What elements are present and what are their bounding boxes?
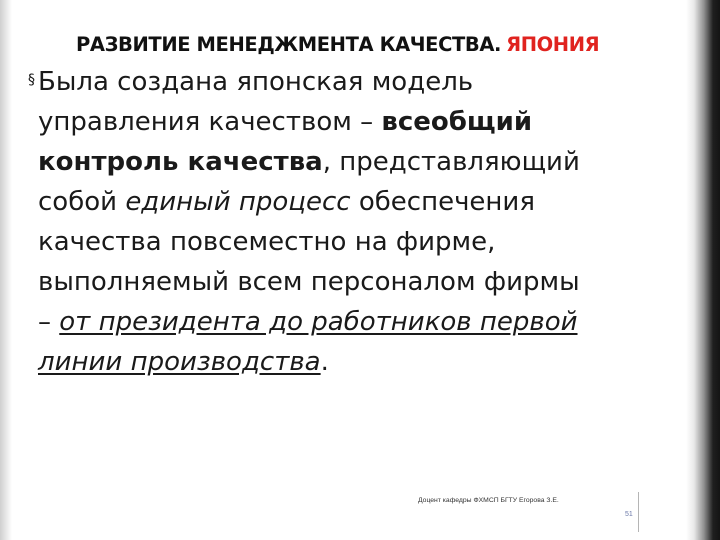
title-accent: ЯПОНИЯ: [506, 33, 600, 56]
paragraph-line-7: [38, 302, 698, 342]
title-main: РАЗВИТИЕ МЕНЕДЖМЕНТА КАЧЕСТВА.: [76, 33, 502, 56]
square-bullet-icon: §: [28, 72, 35, 88]
page-number: 51: [625, 511, 633, 518]
paragraph-line-6: [38, 262, 698, 302]
paragraph-line-2: [38, 102, 698, 142]
underlined-italic-term: от президента до работников первой: [59, 307, 578, 337]
text-run: собой: [38, 187, 126, 217]
paragraph-line-3: [38, 142, 698, 182]
paragraph-line-8: [38, 342, 698, 382]
text-run: –: [38, 307, 60, 337]
underlined-italic-term: линии производства: [38, 347, 321, 377]
body-paragraph: [38, 52, 698, 382]
text-run: .: [320, 347, 329, 377]
text-run: выполняемый всем персоналом фирмы: [38, 267, 580, 297]
footer-author: Доцент кафедры ФХМСП БГТУ Егорова З.Е.: [418, 497, 559, 504]
bold-term: всеобщий: [381, 107, 533, 137]
paragraph-line-4: [38, 182, 698, 222]
paragraph-line-1: [38, 62, 698, 102]
text-run: качества повсеместно на фирме,: [38, 227, 496, 257]
page-divider: [638, 492, 639, 532]
bold-term: контроль качества: [38, 147, 323, 177]
text-run: , представляющий: [322, 147, 580, 177]
italic-term: единый процесс: [125, 187, 351, 217]
text-run: управления качеством –: [38, 107, 382, 137]
text-run: Была создана японская модель: [38, 67, 474, 97]
text-run: обеспечения: [350, 187, 535, 217]
paragraph-line-5: [38, 222, 698, 262]
